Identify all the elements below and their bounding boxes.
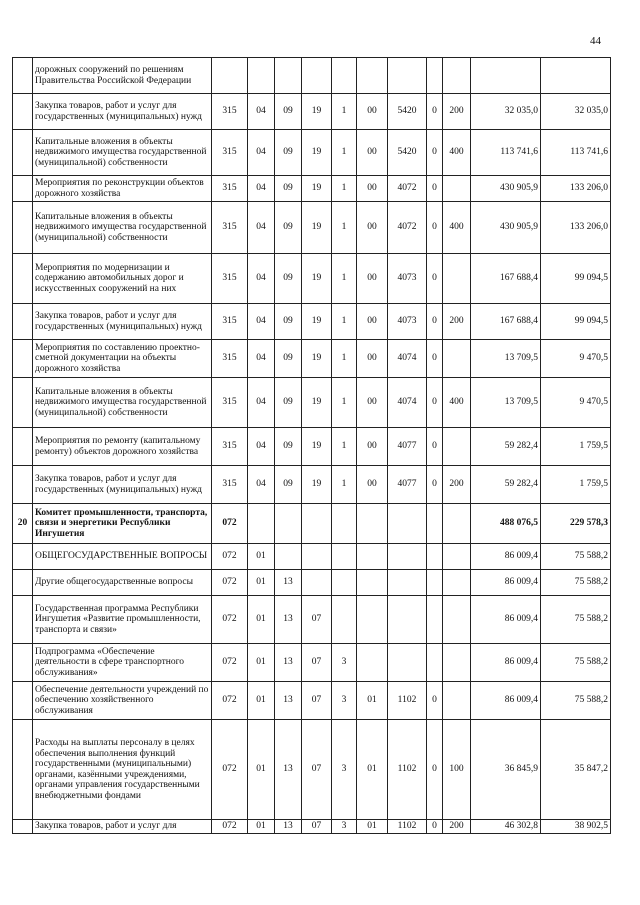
cell-code: 315 [212,176,248,202]
cell-dir [388,644,427,682]
cell-sub: 09 [275,202,302,254]
cell-sub: 13 [275,682,302,720]
cell-sec: 04 [248,254,275,304]
cell-num [13,544,33,570]
cell-name: Комитет промышленности, транспорта, связи и энергетики Республики Ингушетия [33,504,212,544]
cell-sub: 09 [275,254,302,304]
cell-amt2: 75 588,2 [541,596,611,644]
cell-subprog [332,570,357,596]
cell-x: 0 [427,466,443,504]
cell-subprog [332,596,357,644]
cell-name: Другие общегосударственные вопросы [33,570,212,596]
cell-sub: 13 [275,644,302,682]
cell-main: 01 [357,720,388,820]
cell-subprog: 1 [332,428,357,466]
cell-type [443,428,471,466]
cell-amt1: 59 282,4 [471,466,541,504]
table-row [13,644,611,682]
cell-code: 315 [212,304,248,340]
budget-table [12,57,611,834]
cell-amt1: 86 009,4 [471,596,541,644]
cell-x: 0 [427,720,443,820]
table-row [13,466,611,504]
cell-type [443,544,471,570]
cell-main: 00 [357,176,388,202]
cell-amt1: 488 076,5 [471,504,541,544]
cell-name: Закупка товаров, работ и услуг для государственных (муниципальных) нужд [33,304,212,340]
table-row [13,176,611,202]
table-row [13,428,611,466]
cell-dir [388,504,427,544]
cell-amt1: 59 282,4 [471,428,541,466]
cell-amt2: 75 588,2 [541,544,611,570]
cell-name: Закупка товаров, работ и услуг для [33,820,212,834]
cell-code: 072 [212,544,248,570]
cell-subprog: 1 [332,254,357,304]
cell-prog: 07 [302,644,332,682]
cell-code: 072 [212,504,248,544]
cell-type: 200 [443,466,471,504]
cell-sub: 09 [275,466,302,504]
table-row [13,94,611,130]
cell-amt1: 86 009,4 [471,644,541,682]
cell-sub [275,504,302,544]
cell-main: 01 [357,682,388,720]
cell-prog: 19 [302,466,332,504]
cell-subprog [332,58,357,94]
cell-sec: 01 [248,820,275,834]
cell-main: 00 [357,94,388,130]
page-number: 44 [590,35,601,47]
cell-subprog: 1 [332,130,357,176]
cell-sec [248,504,275,544]
cell-amt1: 13 709,5 [471,340,541,378]
cell-subprog [332,504,357,544]
cell-prog: 19 [302,176,332,202]
cell-sec: 01 [248,596,275,644]
cell-dir [388,570,427,596]
cell-sec: 04 [248,202,275,254]
table-row [13,378,611,428]
cell-x: 0 [427,130,443,176]
cell-prog: 07 [302,682,332,720]
cell-main: 00 [357,130,388,176]
cell-code: 315 [212,254,248,304]
cell-name: Мероприятия по модернизации и содержанию автомобильных дорог и искусственных сооружений на них [33,254,212,304]
cell-code [212,58,248,94]
cell-prog: 19 [302,130,332,176]
cell-dir: 4077 [388,428,427,466]
cell-code: 072 [212,682,248,720]
cell-code: 315 [212,378,248,428]
cell-dir: 4074 [388,340,427,378]
cell-amt1: 167 688,4 [471,254,541,304]
cell-type: 200 [443,304,471,340]
cell-x: 0 [427,340,443,378]
cell-name: Закупка товаров, работ и услуг для государственных (муниципальных) нужд [33,466,212,504]
cell-name: Капитальные вложения в объекты недвижимого имущества государственной (муниципальной) собственности [33,378,212,428]
cell-type [443,340,471,378]
cell-prog: 07 [302,820,332,834]
cell-sec: 04 [248,304,275,340]
cell-amt1 [471,58,541,94]
cell-prog: 19 [302,94,332,130]
cell-name: ОБЩЕГОСУДАРСТВЕННЫЕ ВОПРОСЫ [33,544,212,570]
cell-amt2: 99 094,5 [541,304,611,340]
cell-amt2: 35 847,2 [541,720,611,820]
cell-sub: 09 [275,176,302,202]
table-row [13,254,611,304]
cell-amt2: 1 759,5 [541,428,611,466]
cell-main: 00 [357,466,388,504]
cell-x: 0 [427,378,443,428]
cell-num [13,644,33,682]
cell-name: дорожных сооружений по решениям Правительства Российской Федерации [33,58,212,94]
cell-num: 20 [13,504,33,544]
cell-sec: 04 [248,176,275,202]
cell-amt2: 229 578,3 [541,504,611,544]
cell-main: 00 [357,304,388,340]
cell-subprog: 3 [332,682,357,720]
cell-name: Капитальные вложения в объекты недвижимого имущества государственной (муниципальной) собственности [33,202,212,254]
cell-prog: 07 [302,596,332,644]
cell-type: 400 [443,130,471,176]
cell-amt1: 36 845,9 [471,720,541,820]
table-row [13,340,611,378]
cell-num [13,202,33,254]
cell-num [13,94,33,130]
cell-code: 315 [212,428,248,466]
cell-dir [388,544,427,570]
cell-num [13,596,33,644]
cell-x [427,570,443,596]
cell-subprog [332,544,357,570]
cell-num [13,58,33,94]
cell-amt1: 13 709,5 [471,378,541,428]
cell-dir: 4072 [388,176,427,202]
cell-prog [302,544,332,570]
cell-num [13,254,33,304]
cell-x [427,644,443,682]
cell-code: 072 [212,644,248,682]
cell-code: 315 [212,202,248,254]
cell-amt2: 1 759,5 [541,466,611,504]
cell-sub: 09 [275,428,302,466]
cell-type [443,644,471,682]
cell-x: 0 [427,304,443,340]
cell-prog: 19 [302,378,332,428]
cell-code: 072 [212,720,248,820]
cell-name: Обеспечение деятельности учреждений по обеспечению хозяйственного обслуживания [33,682,212,720]
cell-sub: 13 [275,570,302,596]
cell-type: 400 [443,378,471,428]
cell-prog: 19 [302,304,332,340]
table-row [13,682,611,720]
cell-num [13,682,33,720]
cell-x: 0 [427,202,443,254]
cell-main [357,544,388,570]
cell-prog [302,570,332,596]
cell-sub: 13 [275,720,302,820]
cell-x [427,58,443,94]
cell-sec: 04 [248,428,275,466]
cell-type [443,58,471,94]
cell-num [13,570,33,596]
cell-code: 072 [212,596,248,644]
cell-sec: 01 [248,570,275,596]
cell-sub: 09 [275,340,302,378]
cell-x: 0 [427,254,443,304]
cell-dir: 4073 [388,254,427,304]
cell-subprog: 1 [332,304,357,340]
cell-main [357,570,388,596]
cell-num [13,466,33,504]
cell-x: 0 [427,428,443,466]
cell-code: 315 [212,340,248,378]
cell-sec: 01 [248,682,275,720]
cell-num [13,130,33,176]
cell-prog: 19 [302,254,332,304]
cell-x: 0 [427,94,443,130]
cell-name: Расходы на выплаты персоналу в целях обеспечения выполнения функций государственными (муниципальными) органами, казёнными учреждениями, органами управления государственными внебюджетными фондами [33,720,212,820]
cell-type: 200 [443,820,471,834]
cell-name: Подпрограмма «Обеспечение деятельности в сфере транспортного обслуживания» [33,644,212,682]
cell-code: 072 [212,570,248,596]
cell-sub: 09 [275,94,302,130]
cell-dir: 5420 [388,130,427,176]
cell-amt2 [541,58,611,94]
cell-x [427,596,443,644]
cell-prog: 19 [302,202,332,254]
table-row [13,596,611,644]
cell-subprog: 1 [332,378,357,428]
cell-amt1: 86 009,4 [471,682,541,720]
cell-sub: 13 [275,820,302,834]
cell-amt2: 133 206,0 [541,176,611,202]
cell-sec: 04 [248,94,275,130]
cell-main: 00 [357,202,388,254]
cell-amt2: 38 902,5 [541,820,611,834]
cell-type: 200 [443,94,471,130]
table-row [13,820,611,834]
cell-code: 315 [212,94,248,130]
cell-dir: 4074 [388,378,427,428]
cell-amt2: 75 588,2 [541,682,611,720]
cell-main: 01 [357,820,388,834]
cell-amt2: 9 470,5 [541,378,611,428]
cell-sec: 01 [248,544,275,570]
cell-dir: 1102 [388,720,427,820]
cell-prog [302,58,332,94]
cell-num [13,820,33,834]
cell-type [443,682,471,720]
cell-amt1: 430 905,9 [471,202,541,254]
table-row [13,130,611,176]
cell-dir: 4072 [388,202,427,254]
cell-num [13,378,33,428]
cell-name: Капитальные вложения в объекты недвижимого имущества государственной (муниципальной) собственности [33,130,212,176]
cell-amt2: 99 094,5 [541,254,611,304]
cell-sec: 04 [248,340,275,378]
cell-x: 0 [427,176,443,202]
cell-type [443,596,471,644]
cell-code: 315 [212,130,248,176]
cell-type: 400 [443,202,471,254]
cell-amt1: 86 009,4 [471,544,541,570]
cell-subprog: 1 [332,340,357,378]
cell-dir: 1102 [388,820,427,834]
cell-subprog: 3 [332,720,357,820]
cell-prog: 19 [302,428,332,466]
cell-prog: 07 [302,720,332,820]
cell-sec [248,58,275,94]
cell-amt2: 75 588,2 [541,570,611,596]
cell-main [357,504,388,544]
cell-sub: 09 [275,130,302,176]
cell-amt1: 167 688,4 [471,304,541,340]
cell-sec: 04 [248,466,275,504]
cell-name: Мероприятия по реконструкции объектов дорожного хозяйства [33,176,212,202]
cell-sec: 04 [248,130,275,176]
cell-num [13,304,33,340]
cell-name: Мероприятия по ремонту (капитальному ремонту) объектов дорожного хозяйства [33,428,212,466]
cell-amt1: 46 302,8 [471,820,541,834]
cell-prog [302,504,332,544]
cell-sec: 04 [248,378,275,428]
cell-x [427,544,443,570]
cell-dir: 4077 [388,466,427,504]
table-row [13,58,611,94]
cell-subprog: 1 [332,202,357,254]
cell-sub: 09 [275,304,302,340]
cell-num [13,340,33,378]
cell-name: Мероприятия по составлению проектно-сметной документации на объекты дорожного хозяйства [33,340,212,378]
table-row [13,202,611,254]
cell-num [13,176,33,202]
cell-dir: 1102 [388,682,427,720]
cell-amt2: 113 741,6 [541,130,611,176]
cell-amt2: 133 206,0 [541,202,611,254]
cell-dir [388,58,427,94]
cell-amt2: 75 588,2 [541,644,611,682]
cell-x [427,504,443,544]
cell-main: 00 [357,254,388,304]
cell-subprog: 1 [332,176,357,202]
cell-main [357,58,388,94]
cell-x: 0 [427,682,443,720]
cell-name: Закупка товаров, работ и услуг для государственных (муниципальных) нужд [33,94,212,130]
table-row [13,304,611,340]
cell-type [443,504,471,544]
cell-amt2: 9 470,5 [541,340,611,378]
cell-type [443,176,471,202]
cell-code: 315 [212,466,248,504]
cell-main [357,644,388,682]
cell-prog: 19 [302,340,332,378]
cell-dir [388,596,427,644]
cell-sub [275,58,302,94]
cell-sub: 09 [275,378,302,428]
cell-main: 00 [357,340,388,378]
cell-dir: 4073 [388,304,427,340]
table-row [13,544,611,570]
cell-type: 100 [443,720,471,820]
cell-subprog: 3 [332,644,357,682]
table-row [13,570,611,596]
cell-sub [275,544,302,570]
cell-sec: 01 [248,644,275,682]
table-row [13,720,611,820]
cell-main: 00 [357,378,388,428]
cell-main [357,596,388,644]
cell-dir: 5420 [388,94,427,130]
cell-subprog: 1 [332,94,357,130]
cell-amt1: 86 009,4 [471,570,541,596]
cell-amt2: 32 035,0 [541,94,611,130]
cell-amt1: 32 035,0 [471,94,541,130]
cell-sec: 01 [248,720,275,820]
cell-code: 072 [212,820,248,834]
cell-type [443,570,471,596]
cell-amt1: 113 741,6 [471,130,541,176]
cell-num [13,428,33,466]
cell-name: Государственная программа Республики Ингушетия «Развитие промышленности, транспорта и связи» [33,596,212,644]
cell-main: 00 [357,428,388,466]
cell-type [443,254,471,304]
cell-subprog: 1 [332,466,357,504]
table-row [13,504,611,544]
cell-sub: 13 [275,596,302,644]
cell-x: 0 [427,820,443,834]
cell-subprog: 3 [332,820,357,834]
cell-amt1: 430 905,9 [471,176,541,202]
cell-num [13,720,33,820]
